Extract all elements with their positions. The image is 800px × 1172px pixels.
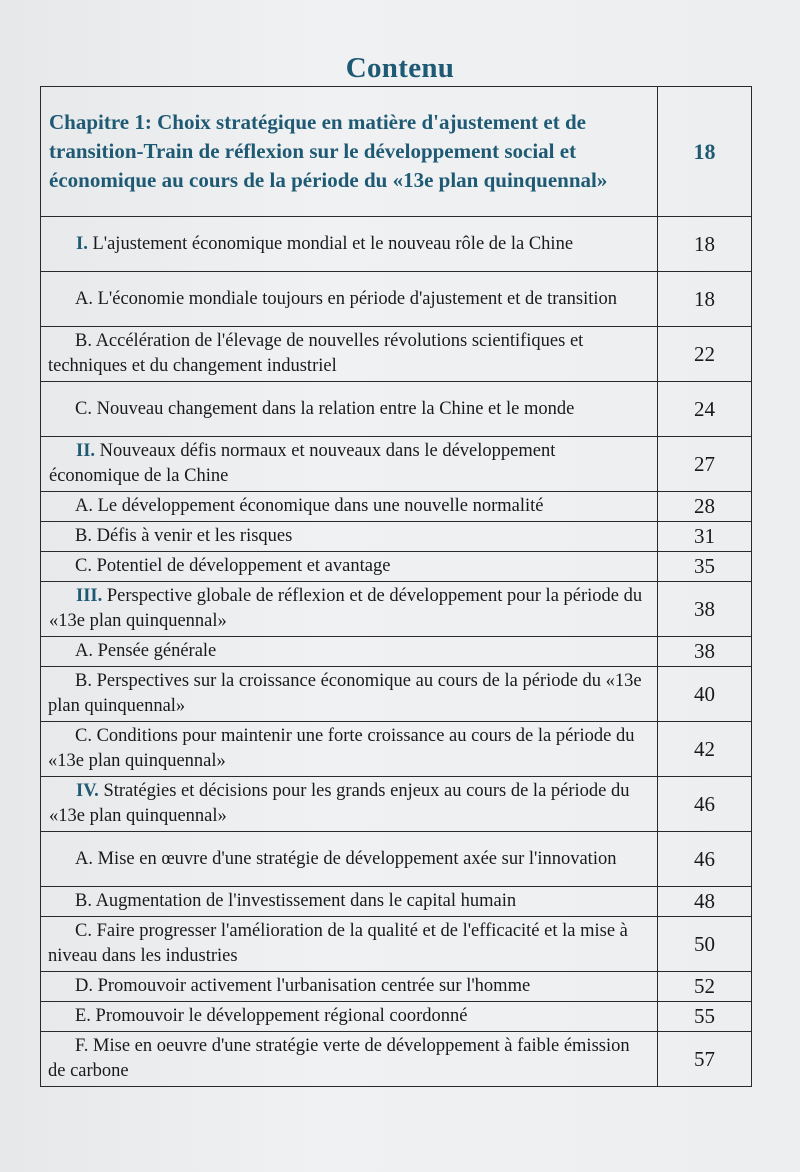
section-row — [41, 217, 752, 272]
page-number: 46 — [658, 777, 752, 832]
page-number: 18 — [658, 217, 752, 272]
subsection-row — [41, 887, 752, 917]
page-number: 35 — [658, 552, 752, 582]
page-number: 27 — [658, 437, 752, 492]
subsection-title: B. Défis à venir et les risques — [41, 522, 658, 552]
subsection-row — [41, 1002, 752, 1032]
subsection-title: A. L'économie mondiale toujours en période d'ajustement et de transition — [41, 272, 658, 327]
section-title — [41, 437, 658, 492]
subsection-row — [41, 972, 752, 1002]
section-number: IV. — [76, 781, 99, 801]
chapter-row — [41, 87, 752, 217]
subsection-title: B. Perspectives sur la croissance économique au cours de la période du «13e plan quinquennal» — [41, 667, 658, 722]
page-number: 22 — [658, 327, 752, 382]
subsection-title: B. Augmentation de l'investissement dans le capital humain — [41, 887, 658, 917]
section-row — [41, 437, 752, 492]
subsection-title: A. Mise en œuvre d'une stratégie de développement axée sur l'innovation — [41, 832, 658, 887]
page-number: 18 — [658, 272, 752, 327]
chapter-page-number: 18 — [658, 87, 752, 217]
section-title — [41, 217, 658, 272]
page-number: 40 — [658, 667, 752, 722]
subsection-row — [41, 327, 752, 382]
section-number: II. — [76, 441, 96, 461]
subsection-title: A. Pensée générale — [41, 637, 658, 667]
subsection-title: E. Promouvoir le développement régional coordonné — [41, 1002, 658, 1032]
subsection-row — [41, 917, 752, 972]
subsection-title: C. Conditions pour maintenir une forte croissance au cours de la période du «13e plan quinquennal» — [41, 722, 658, 777]
section-row — [41, 777, 752, 832]
page-number: 48 — [658, 887, 752, 917]
section-number: I. — [76, 233, 88, 254]
page-number: 57 — [658, 1032, 752, 1087]
section-text: Nouveaux défis normaux et nouveaux dans le développement économique de la Chine — [49, 441, 556, 486]
section-title — [41, 777, 658, 832]
page-number: 38 — [658, 582, 752, 637]
subsection-row — [41, 722, 752, 777]
section-text: Perspective globale de réflexion et de développement pour la période du «13e plan quinquennal» — [49, 586, 643, 631]
subsection-title: D. Promouvoir activement l'urbanisation centrée sur l'homme — [41, 972, 658, 1002]
subsection-row — [41, 382, 752, 437]
table-of-contents — [40, 86, 752, 1087]
subsection-row — [41, 832, 752, 887]
subsection-row — [41, 552, 752, 582]
section-number: III. — [76, 586, 103, 606]
section-text: Stratégies et décisions pour les grands enjeux au cours de la période du «13e plan quinquennal» — [49, 781, 630, 826]
page-number: 24 — [658, 382, 752, 437]
subsection-row — [41, 1032, 752, 1087]
section-row — [41, 582, 752, 637]
page-number: 38 — [658, 637, 752, 667]
subsection-title: F. Mise en oeuvre d'une stratégie verte de développement à faible émission de carbone — [41, 1032, 658, 1087]
page-number: 28 — [658, 492, 752, 522]
subsection-title: B. Accélération de l'élevage de nouvelles révolutions scientifiques et techniques et du changement industriel — [41, 327, 658, 382]
chapter-title: Chapitre 1: Choix stratégique en matière d'ajustement et de transition-Train de réflexion sur le développement social et économique au cours de la période du «13e plan quinquennal» — [41, 87, 658, 217]
page-number: 31 — [658, 522, 752, 552]
page-number: 42 — [658, 722, 752, 777]
subsection-row — [41, 492, 752, 522]
section-text: L'ajustement économique mondial et le nouveau rôle de la Chine — [92, 233, 574, 254]
subsection-title: C. Nouveau changement dans la relation entre la Chine et le monde — [41, 382, 658, 437]
page-number: 55 — [658, 1002, 752, 1032]
page-number: 52 — [658, 972, 752, 1002]
subsection-row — [41, 637, 752, 667]
subsection-row — [41, 272, 752, 327]
page-number: 50 — [658, 917, 752, 972]
subsection-title: C. Faire progresser l'amélioration de la qualité et de l'efficacité et la mise à niveau dans les industries — [41, 917, 658, 972]
subsection-title: A. Le développement économique dans une nouvelle normalité — [41, 492, 658, 522]
subsection-row — [41, 667, 752, 722]
section-title — [41, 582, 658, 637]
page-number: 46 — [658, 832, 752, 887]
page-title: Contenu — [345, 52, 455, 84]
subsection-title: C. Potentiel de développement et avantage — [41, 552, 658, 582]
subsection-row — [41, 522, 752, 552]
